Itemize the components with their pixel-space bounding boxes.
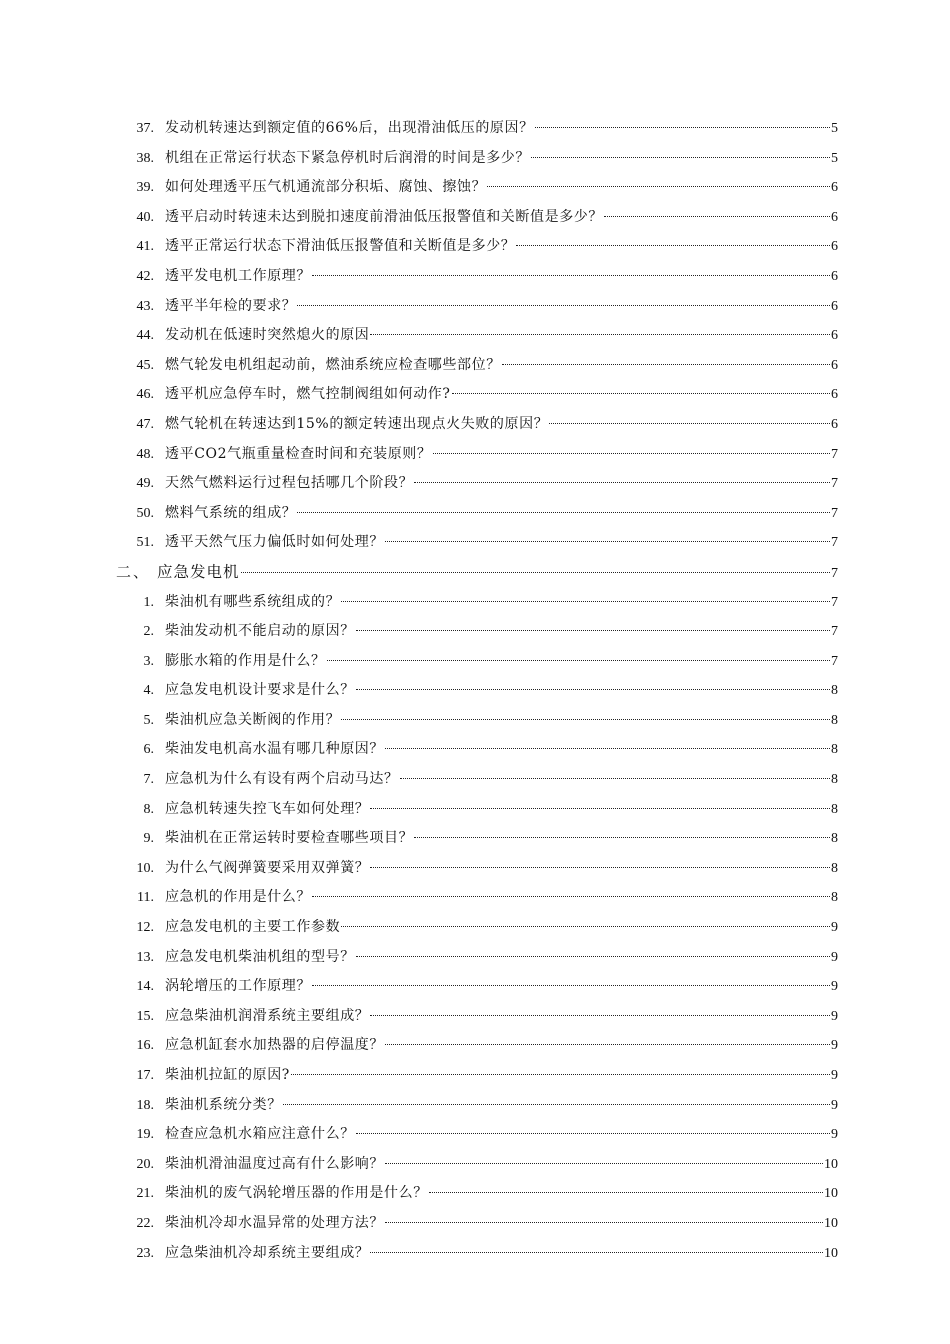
- toc-entry-number: 40.: [136, 209, 154, 225]
- toc-entry-title: 发动机在低速时突然熄火的原因: [165, 327, 370, 344]
- toc-entry-page-number: 7: [831, 476, 838, 492]
- toc-entry[interactable]: [0, 203, 950, 233]
- dot-leader: [414, 836, 830, 838]
- dot-leader: [370, 1251, 823, 1253]
- toc-entry[interactable]: [0, 706, 950, 736]
- toc-entry[interactable]: [0, 1179, 950, 1209]
- toc-entry[interactable]: [0, 499, 950, 529]
- toc-entry-page-number: 6: [831, 209, 838, 225]
- toc-entry[interactable]: [0, 528, 950, 558]
- toc-entry-page-number: 7: [831, 653, 838, 669]
- toc-entry-number: 51.: [136, 535, 154, 551]
- dot-leader: [370, 866, 830, 868]
- toc-entry-page-number: 8: [831, 860, 838, 876]
- dot-leader: [312, 984, 830, 986]
- table-of-contents: [0, 114, 950, 1268]
- toc-entry-page-number: 9: [831, 1068, 838, 1083]
- toc-entry-title: 检查应急机水箱应注意什么？: [165, 1126, 355, 1143]
- toc-entry-number: 3.: [143, 653, 154, 669]
- dot-leader: [297, 304, 830, 306]
- toc-entry-page-number: 7: [831, 594, 838, 610]
- toc-entry-title: 机组在正常运行状态下紧急停机时后润滑的时间是多少？: [165, 149, 530, 166]
- toc-entry-number: 1.: [143, 594, 154, 610]
- toc-entry-title: 涡轮增压的工作原理？: [165, 978, 311, 995]
- dot-leader: [341, 718, 830, 720]
- toc-entry-page-number: 9: [831, 1127, 838, 1143]
- toc-entry-title: 柴油发电机高水温有哪几种原因？: [165, 741, 384, 758]
- toc-entry[interactable]: [0, 735, 950, 765]
- dot-leader: [283, 1103, 830, 1105]
- toc-entry-title: 燃气轮机在转速达到15%的额定转速出现点火失败的原因？: [165, 415, 549, 432]
- dot-leader: [312, 895, 830, 897]
- toc-entry-title: 应急发电机的主要工作参数: [165, 919, 341, 936]
- toc-entry-page-number: 10: [824, 1215, 838, 1231]
- toc-entry[interactable]: [0, 173, 950, 203]
- toc-entry-title: 燃气轮发电机组起动前，燃油系统应检查哪些部位？: [165, 356, 501, 373]
- toc-entry-page-number: 10: [824, 1156, 838, 1172]
- toc-entry-number: 50.: [136, 505, 154, 521]
- toc-entry[interactable]: [0, 351, 950, 381]
- toc-entry[interactable]: [0, 913, 950, 943]
- dot-leader: [549, 422, 830, 424]
- toc-entry-number: 44.: [136, 328, 154, 344]
- dot-leader: [341, 600, 830, 602]
- toc-entry-page-number: 8: [831, 831, 838, 847]
- toc-entry-number: 21.: [136, 1186, 154, 1202]
- toc-entry[interactable]: [0, 972, 950, 1002]
- toc-entry-page-number: 8: [831, 801, 838, 817]
- dot-leader: [356, 955, 830, 957]
- dot-leader: [452, 392, 830, 394]
- toc-entry-number: 47.: [136, 416, 154, 432]
- toc-entry[interactable]: [0, 144, 950, 174]
- toc-entry-number: 9.: [143, 831, 154, 847]
- toc-entry[interactable]: [0, 410, 950, 440]
- toc-entry-number: 19.: [136, 1127, 154, 1143]
- dot-leader: [341, 925, 830, 927]
- section-page-number: 7: [831, 565, 838, 581]
- toc-entry-page-number: 5: [831, 121, 838, 136]
- toc-entry[interactable]: [0, 262, 950, 292]
- dot-leader: [385, 1221, 823, 1223]
- toc-entry-page-number: 6: [831, 328, 838, 344]
- toc-entry-title: 柴油机有哪些系统组成的？: [165, 593, 341, 610]
- toc-entry-title: 柴油发动机不能启动的原因？: [165, 623, 355, 640]
- toc-entry-page-number: 9: [831, 1097, 838, 1113]
- toc-entry-number: 5.: [143, 712, 154, 728]
- toc-entry-number: 10.: [136, 860, 154, 876]
- toc-entry-title: 应急机的作用是什么？: [165, 889, 311, 906]
- toc-entry[interactable]: [0, 676, 950, 706]
- toc-entry-title: 为什么气阀弹簧要采用双弹簧？: [165, 859, 370, 876]
- toc-entry-title: 天然气燃料运行过程包括哪几个阶段？: [165, 475, 414, 492]
- toc-entry-number: 39.: [136, 180, 154, 196]
- toc-entry-page-number: 10: [824, 1245, 838, 1261]
- toc-entry[interactable]: [0, 1239, 950, 1269]
- toc-entry[interactable]: [0, 1091, 950, 1121]
- toc-entry-number: 48.: [136, 446, 154, 462]
- toc-entry-number: 38.: [136, 150, 154, 166]
- dot-leader: [502, 363, 830, 365]
- toc-entry-page-number: 8: [831, 890, 838, 906]
- dot-leader: [385, 1043, 830, 1045]
- toc-entry-title: 应急机为什么有设有两个启动马达？: [165, 771, 399, 788]
- dot-leader: [385, 1162, 823, 1164]
- dot-leader: [604, 215, 830, 217]
- dot-leader: [370, 1014, 830, 1016]
- toc-entry-page-number: 8: [831, 712, 838, 728]
- toc-entry-number: 4.: [143, 683, 154, 699]
- toc-entry-page-number: 8: [831, 683, 838, 699]
- dot-leader: [385, 747, 830, 749]
- toc-entry-page-number: 9: [831, 979, 838, 995]
- toc-entry[interactable]: [0, 883, 950, 913]
- toc-entry-page-number: 9: [831, 1038, 838, 1054]
- dot-leader: [297, 511, 830, 513]
- toc-entry-title: 应急发电机设计要求是什么？: [165, 682, 355, 699]
- toc-section-heading[interactable]: [0, 558, 950, 588]
- toc-entry[interactable]: [0, 617, 950, 647]
- toc-entry-title: 柴油机系统分类？: [165, 1096, 282, 1113]
- toc-entry[interactable]: [0, 321, 950, 351]
- toc-entry[interactable]: [0, 765, 950, 795]
- toc-entry-title: 应急发电机柴油机组的型号？: [165, 948, 355, 965]
- dot-leader: [487, 185, 830, 187]
- toc-entry[interactable]: [0, 647, 950, 677]
- dot-leader: [291, 1073, 830, 1075]
- dot-leader: [312, 274, 830, 276]
- toc-entries-part1: [0, 114, 950, 558]
- toc-entry-title: 柴油机的废气涡轮增压器的作用是什么？: [165, 1185, 428, 1202]
- toc-entry-title: 柴油机在正常运转时要检查哪些项目？: [165, 830, 414, 847]
- toc-entry-number: 43.: [136, 298, 154, 314]
- toc-entry-title: 柴油机应急关断阀的作用？: [165, 711, 341, 728]
- toc-entry-title: 透平发电机工作原理？: [165, 267, 311, 284]
- dot-leader: [356, 688, 830, 690]
- dot-leader: [327, 659, 830, 661]
- toc-entry[interactable]: [0, 795, 950, 825]
- dot-leader: [531, 156, 830, 158]
- toc-entry-page-number: 6: [831, 357, 838, 373]
- toc-entry-title: 应急机缸套水加热器的启停温度？: [165, 1037, 384, 1054]
- toc-entry[interactable]: [0, 232, 950, 262]
- toc-entry-page-number: 8: [831, 742, 838, 758]
- toc-entry[interactable]: [0, 1209, 950, 1239]
- toc-entry-number: 17.: [136, 1068, 154, 1083]
- toc-entry-page-number: 10: [824, 1186, 838, 1202]
- toc-entry-number: 46.: [136, 387, 154, 403]
- toc-entry-title: 透平机应急停车时，燃气控制阀组如何动作?: [165, 386, 451, 403]
- toc-entry-page-number: 7: [831, 624, 838, 640]
- toc-entry[interactable]: [0, 1061, 950, 1091]
- dot-leader: [535, 126, 830, 128]
- toc-entry-page-number: 6: [831, 239, 838, 255]
- toc-entry-page-number: 7: [831, 535, 838, 551]
- toc-entry-title: 透平半年检的要求？: [165, 297, 297, 314]
- toc-entry-number: 14.: [136, 979, 154, 995]
- toc-entry[interactable]: [0, 380, 950, 410]
- toc-entry-number: 13.: [136, 949, 154, 965]
- toc-entry-title: 柴油机拉缸的原因?: [165, 1067, 290, 1083]
- toc-entry[interactable]: [0, 1031, 950, 1061]
- toc-entry-page-number: 9: [831, 949, 838, 965]
- toc-entry-page-number: 5: [831, 150, 838, 166]
- section-title: 应急发电机: [157, 562, 240, 581]
- toc-entry-title: 柴油机滑油温度过高有什么影响？: [165, 1155, 384, 1172]
- toc-entries-part2: [0, 588, 950, 1269]
- dot-leader: [516, 244, 830, 246]
- toc-entry-number: 45.: [136, 357, 154, 373]
- toc-entry-number: 6.: [143, 742, 154, 758]
- toc-entry-number: 8.: [143, 801, 154, 817]
- toc-entry-page-number: 9: [831, 920, 838, 936]
- toc-entry-number: 7.: [143, 772, 154, 788]
- toc-entry-number: 16.: [136, 1038, 154, 1054]
- toc-entry-page-number: 6: [831, 180, 838, 196]
- toc-entry[interactable]: [0, 588, 950, 618]
- toc-entry-page-number: 8: [831, 772, 838, 788]
- dot-leader: [414, 481, 830, 483]
- toc-entry[interactable]: [0, 469, 950, 499]
- toc-entry-title: 透平天然气压力偏低时如何处理？: [165, 534, 384, 551]
- toc-entry[interactable]: [0, 854, 950, 884]
- toc-entry-title: 如何处理透平压气机通流部分积垢、腐蚀、擦蚀？: [165, 179, 487, 196]
- toc-entry-page-number: 7: [831, 505, 838, 521]
- toc-entry-number: 15.: [136, 1008, 154, 1024]
- toc-entry-title: 柴油机冷却水温异常的处理方法？: [165, 1214, 384, 1231]
- dot-leader: [370, 333, 830, 335]
- toc-entry[interactable]: [0, 292, 950, 322]
- toc-entry-title: 透平启动时转速未达到脱扣速度前滑油低压报警值和关断值是多少？: [165, 208, 603, 225]
- toc-entry-title: 应急机转速失控飞车如何处理？: [165, 800, 370, 817]
- dot-leader: [429, 1191, 823, 1193]
- toc-entry-number: 42.: [136, 268, 154, 284]
- toc-entry-number: 11.: [137, 890, 154, 906]
- toc-entry[interactable]: [0, 1120, 950, 1150]
- toc-entry-title: 燃料气系统的组成？: [165, 504, 297, 521]
- toc-entry-number: 12.: [136, 920, 154, 936]
- toc-entry[interactable]: [0, 114, 950, 144]
- dot-leader: [356, 629, 830, 631]
- toc-entry-number: 23.: [136, 1245, 154, 1261]
- toc-entry-page-number: 7: [831, 446, 838, 462]
- toc-entry-page-number: 6: [831, 268, 838, 284]
- dot-leader: [356, 1132, 830, 1134]
- toc-entry-title: 透平正常运行状态下滑油低压报警值和关断值是多少？: [165, 238, 516, 255]
- toc-entry-title: 发动机转速达到额定值的66%后，出现滑油低压的原因？: [165, 120, 534, 136]
- section-number: 二、: [116, 562, 151, 581]
- dot-leader: [433, 452, 831, 454]
- toc-entry-title: 应急柴油机冷却系统主要组成？: [165, 1244, 370, 1261]
- toc-entry-page-number: 6: [831, 298, 838, 314]
- toc-entry-number: 2.: [143, 624, 154, 640]
- toc-entry[interactable]: [0, 1150, 950, 1180]
- toc-entry-number: 41.: [136, 239, 154, 255]
- toc-entry-page-number: 6: [831, 387, 838, 403]
- toc-entry-title: 透平CO2气瓶重量检查时间和充装原则？: [165, 445, 432, 462]
- toc-entry-number: 20.: [136, 1156, 154, 1172]
- dot-leader: [385, 540, 830, 542]
- toc-entry[interactable]: [0, 440, 950, 470]
- toc-entry-page-number: 9: [831, 1008, 838, 1024]
- toc-entry-number: 37.: [136, 121, 154, 136]
- toc-entry-number: 49.: [136, 476, 154, 492]
- dot-leader: [241, 571, 830, 573]
- toc-entry[interactable]: [0, 1002, 950, 1032]
- toc-entry-title: 应急柴油机润滑系统主要组成？: [165, 1007, 370, 1024]
- toc-entry[interactable]: [0, 824, 950, 854]
- toc-entry-page-number: 6: [831, 416, 838, 432]
- toc-entry-title: 膨胀水箱的作用是什么？: [165, 652, 326, 669]
- dot-leader: [400, 777, 830, 779]
- toc-entry-number: 18.: [136, 1097, 154, 1113]
- toc-entry[interactable]: [0, 943, 950, 973]
- dot-leader: [370, 807, 830, 809]
- toc-entry-number: 22.: [136, 1215, 154, 1231]
